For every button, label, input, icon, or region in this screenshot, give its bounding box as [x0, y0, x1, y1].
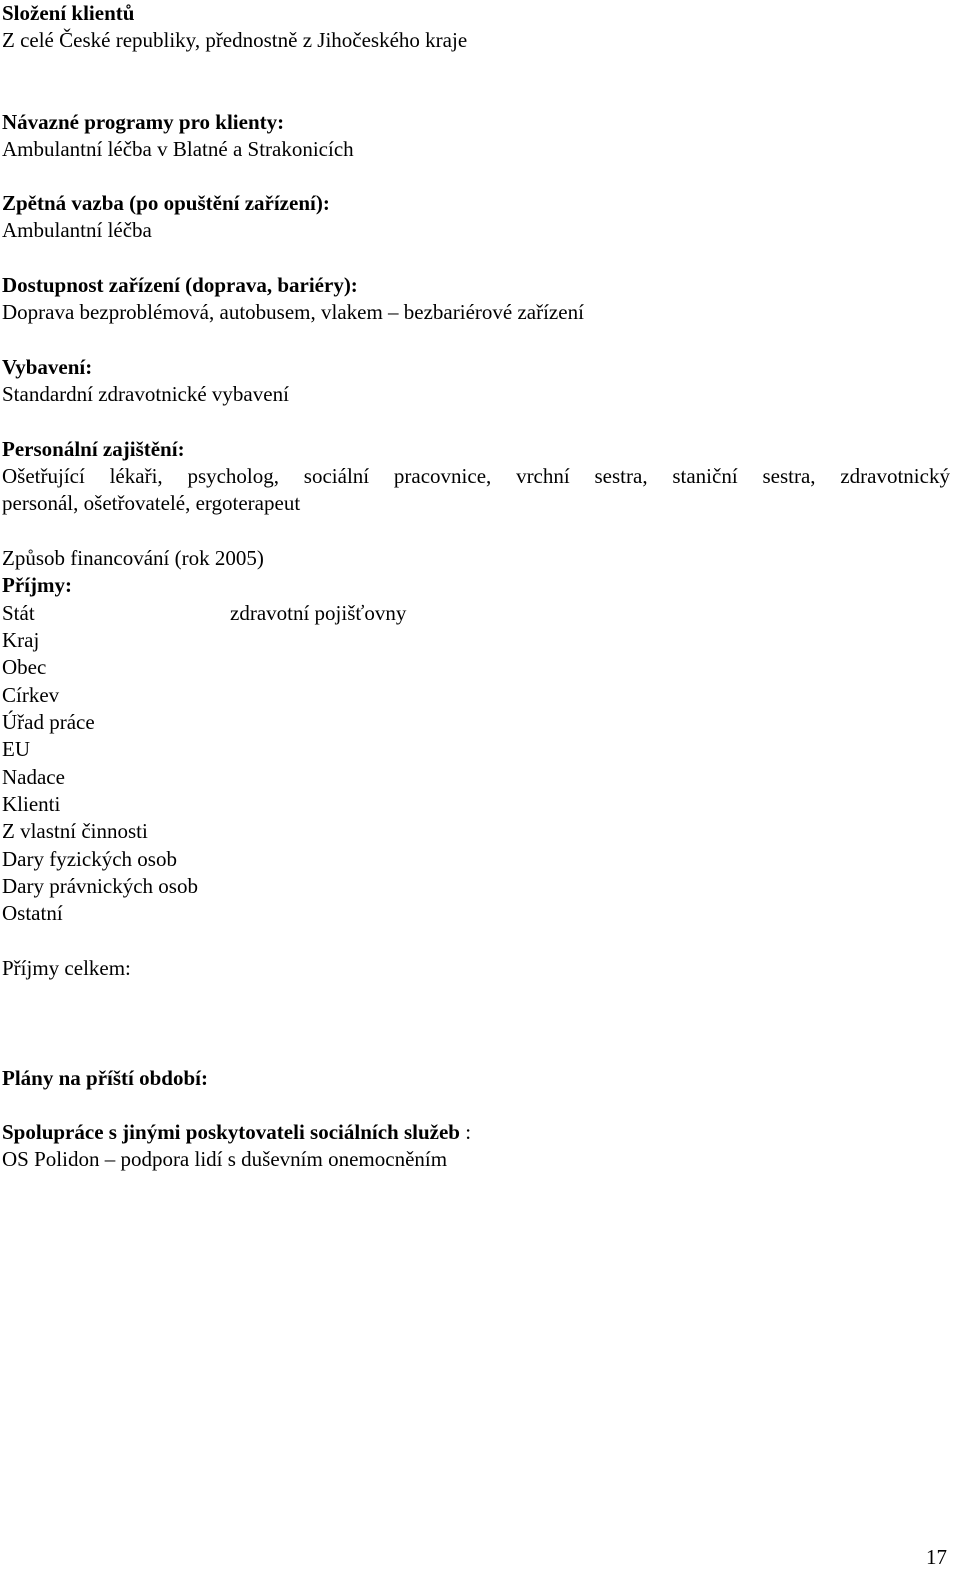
zpetna-text: Ambulantní léčba — [2, 218, 152, 242]
personal-line-2: personál, ošetřovatelé, ergoterapeut — [2, 491, 301, 515]
income-item-klienti: Klienti — [2, 792, 61, 816]
personal-word: sestra, — [594, 464, 648, 488]
page-number: 17 — [926, 1545, 947, 1569]
personal-word: vrchní — [516, 464, 570, 488]
dostupnost-text: Doprava bezproblémová, autobusem, vlakem – bezbariérové zařízení — [2, 300, 584, 324]
income-item-ostatni: Ostatní — [2, 901, 63, 925]
personal-word: pracovnice, — [393, 464, 492, 488]
personal-word: Ošetřující — [2, 464, 85, 488]
personal-word: zdravotnický — [840, 464, 950, 488]
slozeni-heading: Složení klientů — [2, 1, 135, 25]
dostupnost-heading: Dostupnost zařízení (doprava, bariéry): — [2, 273, 358, 297]
zpetna-heading: Zpětná vazba (po opuštění zařízení): — [2, 191, 330, 215]
navazne-text: Ambulantní léčba v Blatné a Strakonicích — [2, 137, 354, 161]
spoluprace-colon: : — [459, 1120, 472, 1144]
prijmy-label: Příjmy: — [2, 573, 72, 597]
slozeni-text: Z celé České republiky, přednostně z Jihočeského kraje — [2, 28, 468, 52]
personal-line-1 — [2, 463, 950, 490]
vybaveni-text: Standardní zdravotnické vybavení — [2, 382, 289, 406]
income-item-urad-prace: Úřad práce — [2, 710, 95, 734]
income-item-dary-fyzickych: Dary fyzických osob — [2, 847, 177, 871]
personal-word: sestra, — [762, 464, 816, 488]
income-item-vlastni-cinnost: Z vlastní činnosti — [2, 819, 148, 843]
personal-word: sociální — [303, 464, 370, 488]
spoluprace-text: OS Polidon – podpora lidí s duševním onemocněním — [2, 1147, 448, 1171]
income-item-eu: EU — [2, 737, 30, 761]
personal-heading: Personální zajištění: — [2, 437, 185, 461]
navazne-heading: Návazné programy pro klienty: — [2, 110, 285, 134]
financovani-heading: Způsob financování (rok 2005) — [2, 546, 264, 570]
income-stat-note: zdravotní pojišťovny — [230, 601, 407, 625]
income-item-nadace: Nadace — [2, 765, 65, 789]
income-item-cirkev: Církev — [2, 683, 60, 707]
income-item-stat: Stát — [2, 601, 35, 625]
income-item-obec: Obec — [2, 655, 47, 679]
spoluprace-heading: Spolupráce s jinými poskytovateli sociálních služeb — [2, 1120, 460, 1144]
personal-word: lékaři, — [109, 464, 163, 488]
income-item-dary-pravnickych: Dary právnických osob — [2, 874, 198, 898]
vybaveni-heading: Vybavení: — [2, 355, 93, 379]
income-item-kraj: Kraj — [2, 628, 40, 652]
plany-heading: Plány na příští období: — [2, 1066, 208, 1090]
personal-word: psycholog, — [187, 464, 280, 488]
spoluprace-heading-line — [2, 1119, 471, 1146]
personal-word: staniční — [672, 464, 738, 488]
prijmy-celkem-label: Příjmy celkem: — [2, 956, 131, 980]
